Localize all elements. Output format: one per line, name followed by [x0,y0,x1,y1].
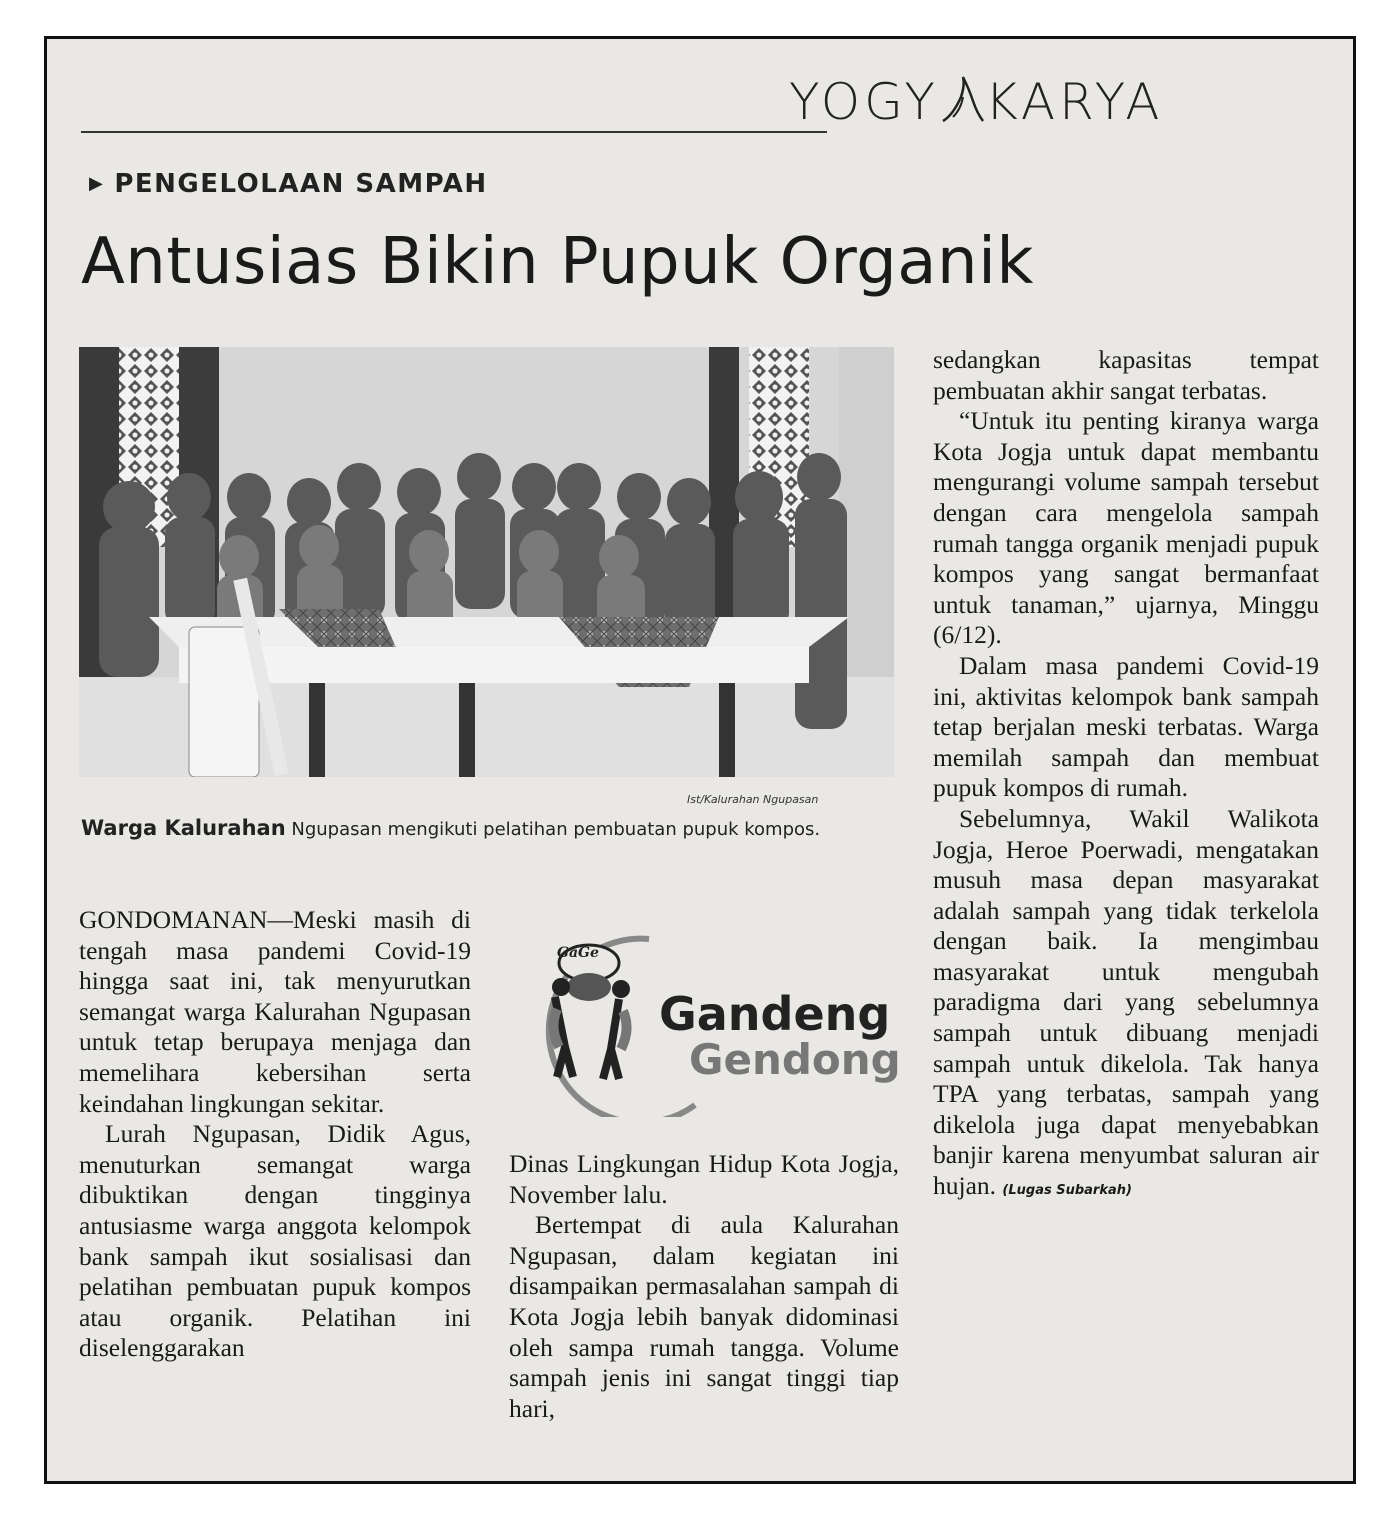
photo-caption [81,815,901,843]
headline: Antusias Bikin Pupuk Organik [81,225,1034,299]
logo-badge: GaGe [557,945,599,961]
caret-right-icon: ▶ [89,173,105,194]
paragraph: Dalam masa pandemi Covid-19 ini, aktivitas kelompok bank sampah tetap berjalan meski terbatas. Warga memilah sampah dan membuat pupuk kompos di rumah. [933,650,1319,803]
rubric [89,169,488,199]
paragraph-last [933,804,1319,1207]
rubric-label: PENGELOLAAN SAMPAH [114,169,488,199]
caption-lead: Warga Kalurahan [81,816,286,840]
caption-text: Ngupasan mengikuti pelatihan pembuatan pupuk kompos. [285,819,821,840]
newspaper-clipping [44,36,1356,1484]
group-photo-illustration [79,347,894,777]
column-3 [933,345,1319,1207]
logo-word-gendong: Gendong [689,1035,901,1084]
gandeng-gendong-logo [499,927,919,1117]
brand-left: YOGY [789,73,939,131]
masthead-rule [81,131,827,133]
paragraph: Dinas Lingkungan Hidup Kota Jogja, November lalu. [509,1149,899,1209]
article-photo [79,347,894,777]
column-1 [79,905,471,1364]
column-2 [509,1149,899,1424]
paragraph: “Untuk itu penting kiranya warga Kota Jogja untuk dapat membantu mengurangi volume sampah tersebut dengan cara mengelola sampah rumah tangga organik menjadi pupuk kompos yang sangat bermanfaat untuk tanaman,” ujarnya, Minggu (6/12). [933,406,1319,650]
paragraph: Lurah Ngupasan, Didik Agus, menuturkan semangat warga dibuktikan dengan tingginya antusiasme warga anggota kelompok bank sampah ikut sosialisasi dan pelatihan pembuatan pupuk kompos atau organik. Pelatihan ini diselenggarakan [79,1119,471,1363]
logo-word-gandeng: Gandeng [659,987,891,1041]
brand-right: KARYA [984,73,1164,131]
paragraph: Bertempat di aula Kalurahan Ngupasan, dalam kegiatan ini disampaikan permasalahan sampah di Kota Jogja lebih banyak didominasi oleh sampa rumah tangga. Volume sampah jenis ini sangat tinggi tiap hari, [509,1210,899,1423]
tugu-flame-icon [939,75,985,125]
masthead-brand [789,73,1164,131]
paragraph-text: Sebelumnya, Wakil Walikota Jogja, Heroe Poerwadi, mengatakan musuh masa depan masyarakat adalah sampah yang tidak terkelola dengan baik. Ia mengimbau masyarakat untuk mengubah paradigma dari yang sebelumnya sampah untuk dibuang menjadi sampah untuk dikelola. Tak hanya TPA yang terbatas, sampah yang dikelola juga dapat menyebabkan banjir karena menyumbat saluran air hujan. [933,803,1319,1201]
photo-credit: Ist/Kalurahan Ngupasan [687,793,819,806]
paragraph: GONDOMANAN—Meski masih di tengah masa pandemi Covid-19 hingga saat ini, tak menyurutkan semangat warga Kalurahan Ngupasan untuk tetap berupaya menjaga dan memelihara kebersihan serta keindahan lingkungan sekitar. [79,905,471,1118]
paragraph: sedangkan kapasitas tempat pembuatan akhir sangat terbatas. [933,345,1319,405]
byline: (Lugas Subarkah) [1002,1183,1132,1199]
